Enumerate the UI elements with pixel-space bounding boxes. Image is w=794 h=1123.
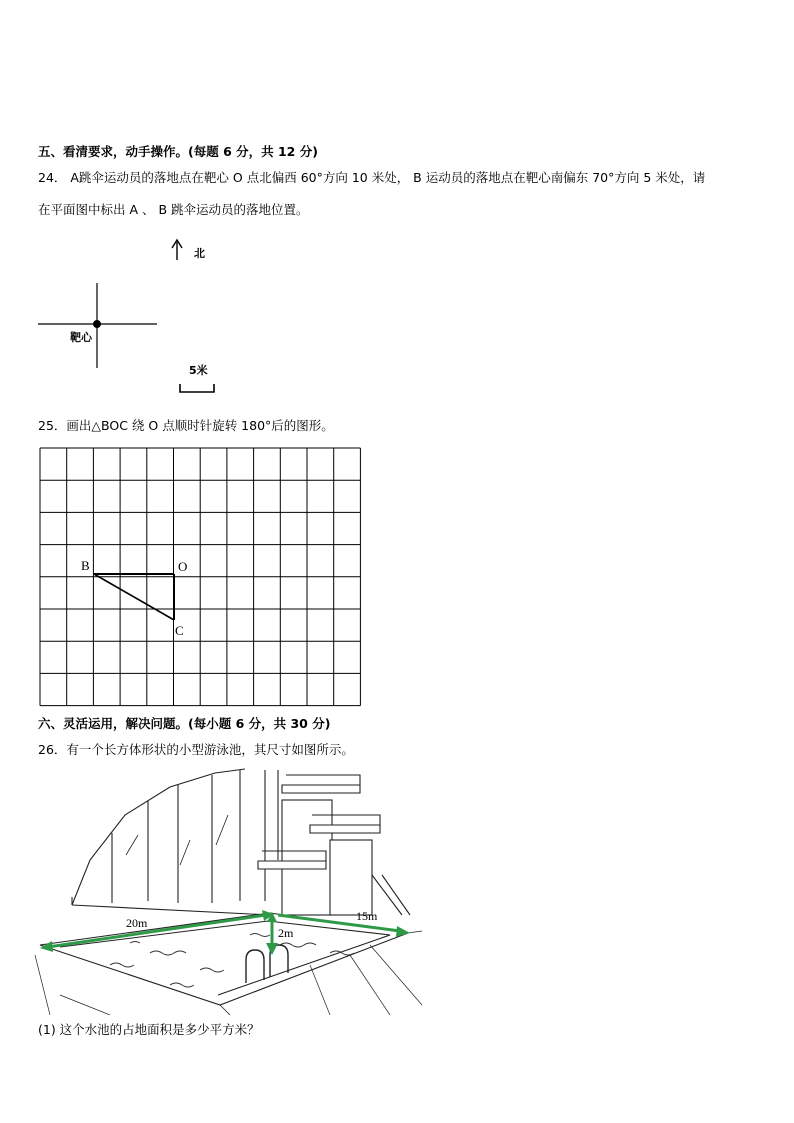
north-label: 北 [194,247,205,260]
pool-ladder [246,945,288,983]
point-o-label: O [178,559,188,574]
triangle-side-bc [94,574,174,620]
q25-text: 25．画出△BOC 绕 O 点顺时针旋转 180°后的图形。 [38,418,334,433]
target-center-dot [93,320,101,328]
q24-plan-diagram [0,230,260,405]
q24-text-line1: 24． A跳伞运动员的落地点在靶心 O 点北偏西 60°方向 10 米处， B 运动员的落地点在靶心南偏东 70°方向 5 米处，请 [38,170,706,185]
diving-tower [258,775,410,915]
q26-text: 26．有一个长方体形状的小型游泳池，其尺寸如图所示。 [38,742,354,757]
scale-bar [180,384,214,392]
length-dimension-arrow [48,915,266,947]
q24-text-line2: 在平面图中标出 A 、 B 跳伞运动员的落地位置。 [38,202,309,217]
point-b-label: B [81,558,90,573]
pool-outline [35,913,422,1015]
swimming-pool-illustration [30,765,425,1015]
q26-sub1-text: (1) 这个水池的占地面积是多少平方米？ [38,1022,260,1037]
depth-label: 2m [278,926,294,940]
length-label: 20m [126,916,148,930]
square-grid [40,448,360,706]
section6-heading: 六、灵活运用，解决问题。(每小题 6 分，共 30 分) [38,716,331,731]
target-center-label: 靶心 [70,331,92,344]
point-c-label: C [175,623,184,638]
glass-wall [72,769,278,915]
width-label: 15m [356,909,378,923]
q25-grid-figure [0,440,380,710]
dimension-arrows [40,910,410,955]
scale-label: 5米 [189,364,208,377]
section5-heading: 五、看清要求，动手操作。(每题 6 分，共 12 分) [38,144,318,159]
